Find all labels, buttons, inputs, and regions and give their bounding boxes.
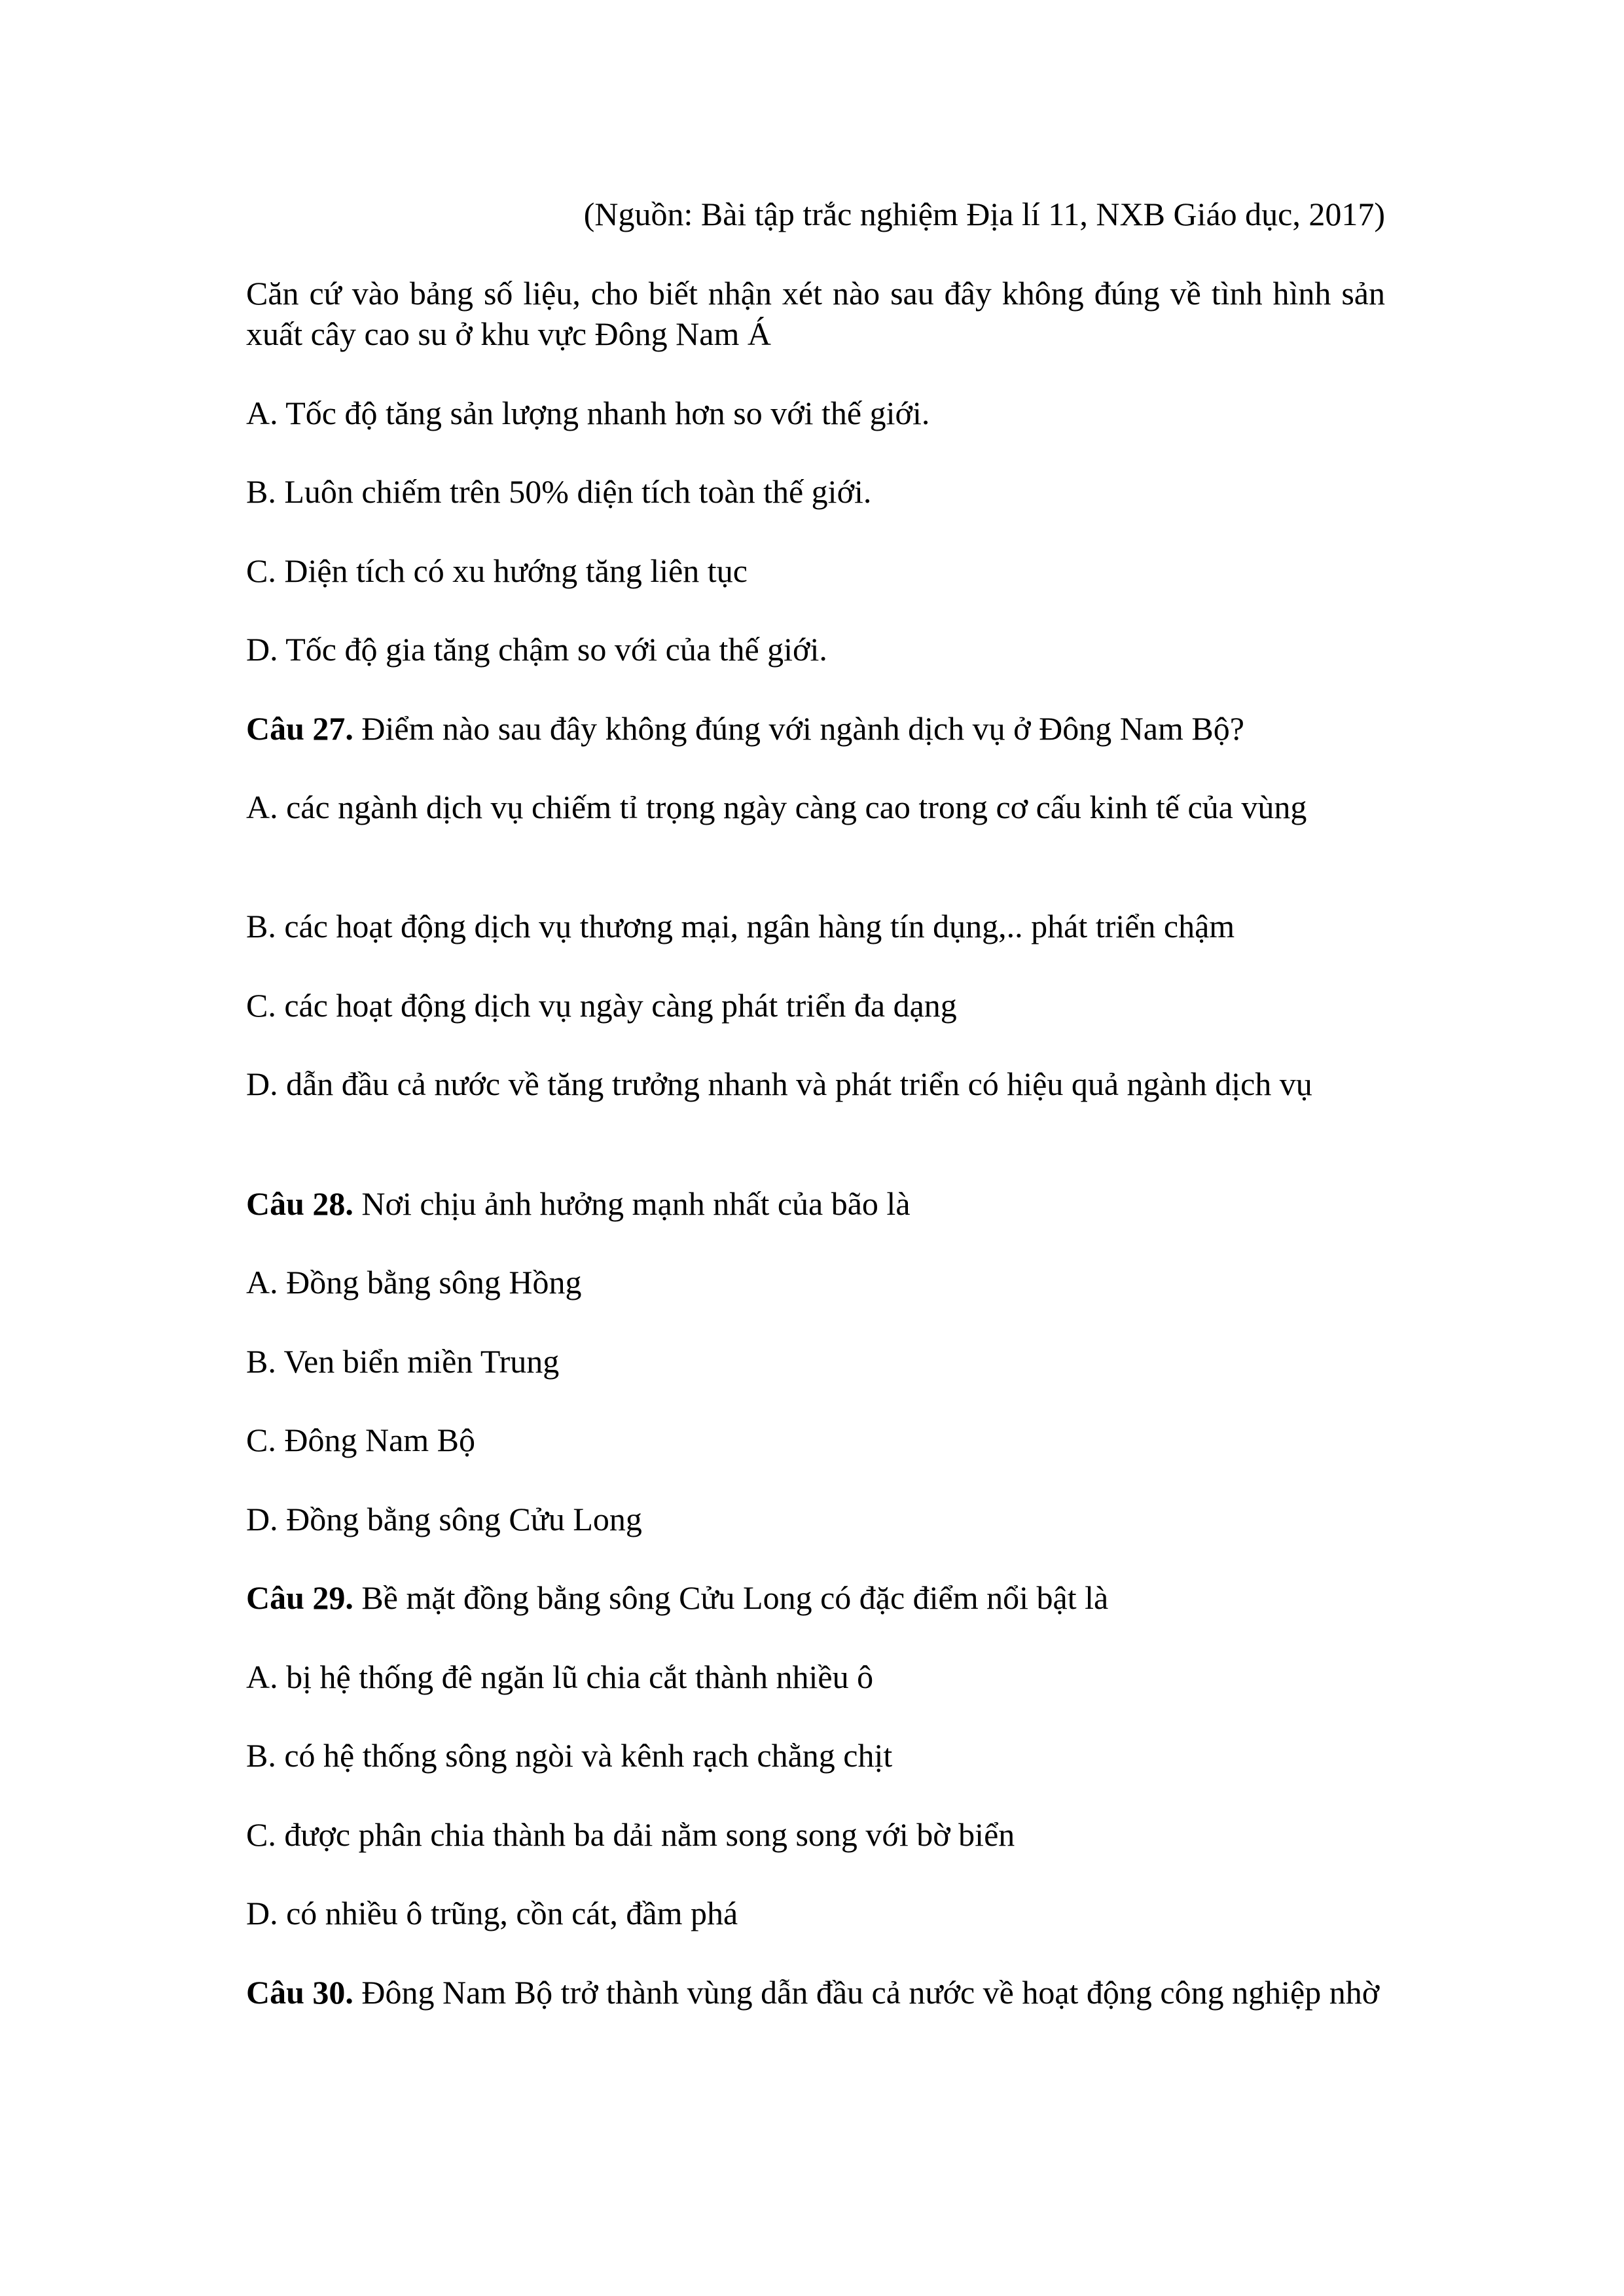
intro-option-b: B. Luôn chiếm trên 50% diện tích toàn thế giới. bbox=[246, 473, 872, 510]
question-27-option-a: A. các ngành dịch vụ chiếm tỉ trọng ngày càng cao trong cơ cấu kinh tế của vùng bbox=[246, 789, 1307, 825]
question-29-text: Bề mặt đồng bằng sông Cửu Long có đặc điểm nổi bật là bbox=[353, 1579, 1109, 1616]
question-27-number: Câu 27. bbox=[246, 710, 353, 747]
question-27-text: Điểm nào sau đây không đúng với ngành dịch vụ ở Đông Nam Bộ? bbox=[353, 710, 1244, 747]
question-28-option-a: A. Đồng bằng sông Hồng bbox=[246, 1264, 582, 1300]
question-29-option-b: B. có hệ thống sông ngòi và kênh rạch chằng chịt bbox=[246, 1737, 893, 1774]
question-29-number: Câu 29. bbox=[246, 1579, 353, 1616]
question-28-option-c: C. Đông Nam Bộ bbox=[246, 1422, 475, 1458]
question-30-stem bbox=[246, 1972, 1385, 2013]
intro-option-d: D. Tốc độ gia tăng chậm so với của thế giới. bbox=[246, 631, 827, 668]
question-29-option-d: D. có nhiều ô trũng, cồn cát, đầm phá bbox=[246, 1895, 738, 1931]
document-page bbox=[246, 0, 1385, 2296]
question-30-number: Câu 30. bbox=[246, 1974, 353, 2011]
question-27-stem bbox=[246, 708, 1244, 749]
question-28-stem bbox=[246, 1183, 911, 1224]
question-28-text: Nơi chịu ảnh hưởng mạnh nhất của bão là bbox=[353, 1185, 911, 1222]
source-citation: (Nguồn: Bài tập trắc nghiệm Địa lí 11, NXB Giáo dục, 2017) bbox=[583, 196, 1385, 232]
question-29-option-c: C. được phân chia thành ba dải nằm song song với bờ biển bbox=[246, 1816, 1015, 1853]
intro-option-a: A. Tốc độ tăng sản lượng nhanh hơn so với thế giới. bbox=[246, 395, 930, 431]
question-27-option-c: C. các hoạt động dịch vụ ngày càng phát triển đa dạng bbox=[246, 987, 957, 1024]
question-27-option-b: B. các hoạt động dịch vụ thương mại, ngân hàng tín dụng,.. phát triển chậm bbox=[246, 908, 1235, 944]
intro-option-c: C. Diện tích có xu hướng tăng liên tục bbox=[246, 552, 748, 589]
question-30-text: Đông Nam Bộ trở thành vùng dẫn đầu cả nước về hoạt động công nghiệp nhờ bbox=[353, 1974, 1380, 2011]
question-28-option-d: D. Đồng bằng sông Cửu Long bbox=[246, 1501, 642, 1537]
question-28-option-b: B. Ven biển miền Trung bbox=[246, 1343, 560, 1380]
question-29-option-a: A. bị hệ thống đê ngăn lũ chia cắt thành nhiều ô bbox=[246, 1659, 874, 1695]
intro-question-text: Căn cứ vào bảng số liệu, cho biết nhận xét nào sau đây không đúng về tình hình sản xuất cây cao su ở khu vực Đông Nam Á bbox=[246, 275, 1385, 352]
question-29-stem bbox=[246, 1577, 1108, 1618]
question-27-option-d: D. dẫn đầu cả nước về tăng trưởng nhanh và phát triển có hiệu quả ngành dịch vụ bbox=[246, 1066, 1312, 1102]
question-28-number: Câu 28. bbox=[246, 1185, 353, 1222]
